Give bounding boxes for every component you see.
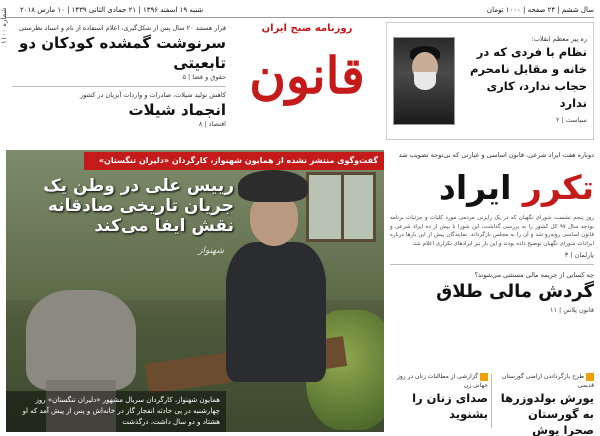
bottom-teaser-item[interactable]	[496, 372, 594, 436]
masthead-subtitle: روزنامه صبح ایران	[261, 23, 353, 34]
teaser-item[interactable]	[12, 91, 226, 129]
photo-man-body	[226, 242, 326, 382]
masthead-logo: قانون	[249, 46, 365, 105]
divider	[390, 264, 594, 265]
main-story-body: روز پنجم نشست شورای نگهبان که در یک رایزنی مردمی مورد کلیات و جزئیات برنامه بودجه سال ۹۷ کل کشور را به بررسی گذاشت، این شورا با بیش از ده ایراد شرعی و قانون اساسی روبه‌رو شد و آن را به مجلس بازگرداند. نمایندگان پیش از این بارها درباره ایرادات شورای نگهبان توضیح داده بودند و این بار نیز ایرادهای تکراری اعلام شد.	[390, 215, 594, 247]
top-story-kicker: ره پیر معظم انقلاب:	[531, 35, 587, 43]
teaser-page-ref: اقتصاد | ۸	[198, 120, 226, 128]
photo-man-hat	[238, 170, 308, 202]
leader-portrait	[393, 37, 455, 125]
headline-black-word: ایراد	[438, 168, 512, 207]
teaser-page-ref: حقوق و قضا | ۵	[182, 73, 226, 81]
teaser-item[interactable]	[12, 24, 226, 82]
divider	[12, 86, 226, 87]
main-story-page-ref: پارلمان | ۳	[564, 251, 594, 259]
bottom-teaser-headline: یورش بولدوزرها به گورستان صحرا یوش	[500, 391, 594, 436]
bottom-teaser-kicker-text: گزارشی از مطالبات زنان در روز جهانی زن	[396, 373, 488, 389]
top-story-headline: نظام با فردی که در خانه و مقابل نامحرم حجاب ندارد، کاری ندارد	[470, 45, 587, 110]
photo-window	[306, 172, 376, 242]
beard-shape	[414, 72, 436, 90]
teaser-headline: انجماد شیلات	[128, 101, 226, 119]
bottom-teasers	[390, 372, 594, 436]
second-story-headline[interactable]: گردش مالی طلاق	[436, 281, 594, 302]
main-story-headline[interactable]	[390, 166, 594, 210]
dateline-price: سال ششم | ۲۴ صفحه | ۱۰۰۰ تومان	[486, 6, 594, 14]
headline-red-word: تکرر	[522, 168, 594, 207]
top-story-text	[457, 35, 587, 124]
bottom-teaser-headline: صدای زنان را بشنوید	[412, 391, 488, 421]
dateline	[6, 2, 594, 18]
teaser-headline: سرنوشت گمشده کودکان دو تابعیتی	[19, 34, 226, 72]
top-story-page-ref: سیاست | ۲	[555, 116, 587, 124]
second-story-page-ref: قانون پلاس | ۱۱	[549, 306, 594, 314]
top-story-box[interactable]	[386, 22, 594, 140]
bottom-teaser-kicker-text: طرح بازگرداندن اراضی گورستان قدیمی	[501, 373, 594, 389]
masthead	[232, 20, 382, 150]
teaser-column	[12, 24, 226, 148]
photo-signature: شهنواز	[198, 246, 224, 256]
teaser-kicker: کاهش تولید شیلات، صادرات و واردات آبزیان در کشور	[79, 91, 226, 99]
photo-top-caption: گفت‌وگوی منتشر نشده از همایون شهنواز، کارگردان «دلیران تنگستان»	[84, 152, 384, 170]
photo-stone-lion	[26, 290, 136, 390]
bottom-teaser-item[interactable]	[390, 372, 488, 422]
dateline-date: شنبه ۱۹ اسفند ۱۳۹۶ | ۲۱ جمادی الثانی ۱۴۳۹ | ۱۰ مارس ۲۰۱۸	[20, 6, 204, 14]
bottom-teaser-kicker	[390, 372, 488, 390]
orange-marker-icon	[586, 373, 594, 381]
divider	[491, 374, 492, 428]
lead-photo[interactable]	[6, 150, 384, 432]
issue-number: شماره ۱۱۰۰	[0, 7, 8, 44]
bottom-teaser-kicker	[496, 372, 594, 390]
teaser-kicker: قرار هستند ۲۰ سال پس از شکل‌گیری، اعلام استفاده از نام و اسناد نظرستی	[19, 24, 226, 32]
photo-headline: رییس علی در وطن یک جریان تاریخی صادقانه نقش ایفا می‌کند	[43, 176, 234, 236]
second-story-kicker: چه کسانی از جریمه مالی مستثنی می‌شوند؟	[474, 271, 594, 279]
main-story-kicker: دوباره هفت ایراد شرعی، قانون اساسی و عبارتی که بی‌توجه تصویب شد	[398, 151, 594, 159]
orange-marker-icon	[480, 373, 488, 381]
photo-footer-caption: همایون شهنواز، کارگردان سریال مشهور «دلیران تنگستان» روز چهارشنبه در پی حادثه انفجار گاز در خانه‌اش و پس از پیش آمد که او هشتاد و دو سال داشت، درگذشت	[6, 391, 226, 432]
